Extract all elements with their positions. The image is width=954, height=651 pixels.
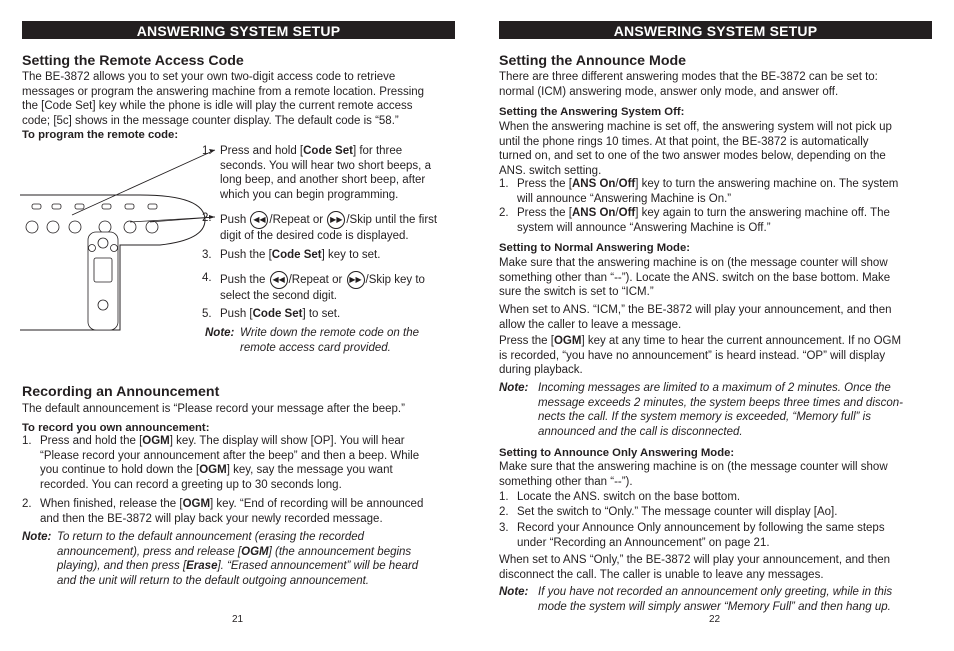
skip-forward-icon: ▶▶ <box>347 271 365 289</box>
announce-only-text: Make sure that the answering machine is on (the message counter will show something other than “--”). <box>499 461 888 488</box>
announce-only-heading: Setting to Announce Only Answering Mode: <box>499 447 735 459</box>
normal-mode-text: Make sure that the answering machine is on (the message counter will show something other than “--”). Locate the ANS. switch on the base bottom. Make sure the switch is set to “ICM.” <box>499 257 891 299</box>
phone-base-diagram <box>20 140 220 340</box>
normal-mode-heading: Setting to Normal Answering Mode: <box>499 242 691 254</box>
callout-line-1 <box>72 150 215 215</box>
rewind-repeat-icon: ◀◀ <box>270 271 288 289</box>
skip-forward-icon: ▶▶ <box>327 211 345 229</box>
announce-mode-heading: Setting the Announce Mode <box>499 53 687 69</box>
record-own-subheading: To record you own announcement: <box>22 422 210 434</box>
normal-mode-para3: Press the [OGM] key at any time to hear the current announcement. If no OGM is recorded, “you have no announcement” is heard instead. “OP” will display during playback. <box>499 335 902 377</box>
right-page: ANSWERING SYSTEM SETUP Setting the Announce Mode There are three different answering modes that the BE-3872 can be set to: normal (ICM) answering mode, answer only mode, and answer off. Setting the Answering System Off: When the answering machine is set off, the answering system will not pick up until the phone rings 10 times. At that point, the BE-3872 is automatically turned on, and set to one of the two answer modes below, depending on the ANS. switch setting. 1. Press the [ANS On/Off] key to turn the answering machine on. The system will announce “Answering Machine is On.” 2. Press the [ANS On/Off] key again to turn the answering machine off. The system will announce “Answering Machine is Off.” Setting to Normal Answering Mode: Make sure that the answering machine is on (the message counter will show something other than “--”). Locate the ANS. switch on the base bottom. Make sure the switch is set to “ICM.” When set to ANS. “ICM,” the BE-3872 will play your announcement, and then allow the caller to leave a message. Press the [OGM] key at any time to hear the current announcement. If no OGM is recorded, “you have no announcement” is heard instead. “OP” will display during playback. Note: Incoming messages are limited to a maximum of 2 minutes. Once the message exceeds 2 minutes, the system beeps three times and discon- nects the call. If the system memory is exceeded, “Memory full” is announced and the call is disconnected. Setting to Announce Only Answering Mode: Make sure that the answering machine is on (the message counter will show something other than “--”). 1. Locate the ANS. switch on the base bottom. 2. Set the switch to “Only.” The message counter will display [Ao]. 3. Record your Announce Only announcement by following the same steps under “Recording an Announcement” on page 21. When set to ANS “Only,” the BE-3872 will play your announcement, and then disconnect the call. The caller is unable to leave any messages. Note: If you have not recorded an announcement only greeting, while in this mode the system will simply answer “Memory Full” and then hang up. 22 <box>499 0 931 651</box>
rewind-repeat-icon: ◀◀ <box>250 211 268 229</box>
control-panel <box>88 232 118 330</box>
normal-mode-para2: When set to ANS. “ICM,” the BE-3872 will play your announcement, and then allow the caller to leave a message. <box>499 304 892 331</box>
system-off-heading: Setting the Answering System Off: <box>499 106 685 118</box>
page-number: 22 <box>709 614 721 625</box>
remote-code-heading: Setting the Remote Access Code <box>22 53 244 69</box>
program-remote-subheading: To program the remote code: <box>22 129 179 141</box>
remote-code-intro: The BE-3872 allows you to set your own two-digit access code to retrieve messages or program the answering machine from a remote location. Pressing the [Code Set] key while the phone is idle will play the current remote access code; [5c] shows in the message counter display. The default code is “58.” <box>22 71 425 127</box>
recording-heading: Recording an Announcement <box>22 384 220 400</box>
section-banner: ANSWERING SYSTEM SETUP <box>22 21 455 39</box>
page-number: 21 <box>232 614 244 625</box>
section-banner: ANSWERING SYSTEM SETUP <box>499 21 932 39</box>
top-buttons <box>26 204 158 233</box>
announce-mode-intro: There are three different answering modes that the BE-3872 can be set to: normal (ICM) answering mode, answer only mode, and answer off. <box>499 71 878 98</box>
recording-intro: The default announcement is “Please record your message after the beep.” <box>22 403 405 415</box>
system-off-text: When the answering machine is set off, the answering system will not pick up until the phone rings 10 times. At that point, the BE-3872 is automatically turned on, and set to one of the two answer modes below, depending on the ANS. switch setting. <box>499 121 892 177</box>
left-page: ANSWERING SYSTEM SETUP Setting the Remote Access Code The BE-3872 allows you to set your own two-digit access code to retrieve messages or program the answering machine from a remote location. Pressing the [Code Set] key while the phone is idle will play the current remote access code; [5c] shows in the message counter display. The default code is “58.” To program the remote code: 1. Press and hold [Code Set] for three seconds. You will hear two short beeps, a long beep, and another short beep, after which you can begin programming. 2. Push ◀◀ /Repeat or ▶▶ /Skip until the first digit of the desired code is displayed. 3. Push the [Code Set] key to set. 4. Push the ◀◀ /Repeat or ▶▶ /Skip key to select the second digit. 5. Push [Code Set] to set. Note: Write down the remote code on the remote access card provided. Recording an Announcement The default announcement is “Please record your message after the beep.” To record you own announcement: 1. Press and hold the [OGM] key. The display will show [OP]. You will hear “Please record your announcement after the beep” and then a beep. While you continue to hold down the [OGM] key, say the message you want recorded. You can record a greeting up to 30 seconds long. 2. When finished, release the [OGM] key. “End of recording will be announced and then the BE-3872 will play back your newly recorded message. Note: To return to the default announcement (erasing the recorded announcement), press and release [OGM] (the announcement begins playing), and then press [Erase]. “Erased announcement” will be heard and the unit will return to the default outgoing announcement. 21 <box>22 0 454 651</box>
announce-only-para2: When set to ANS “Only,” the BE-3872 will play your announcement, and then disconnect the call. The caller is unable to leave any messages. <box>499 554 890 581</box>
